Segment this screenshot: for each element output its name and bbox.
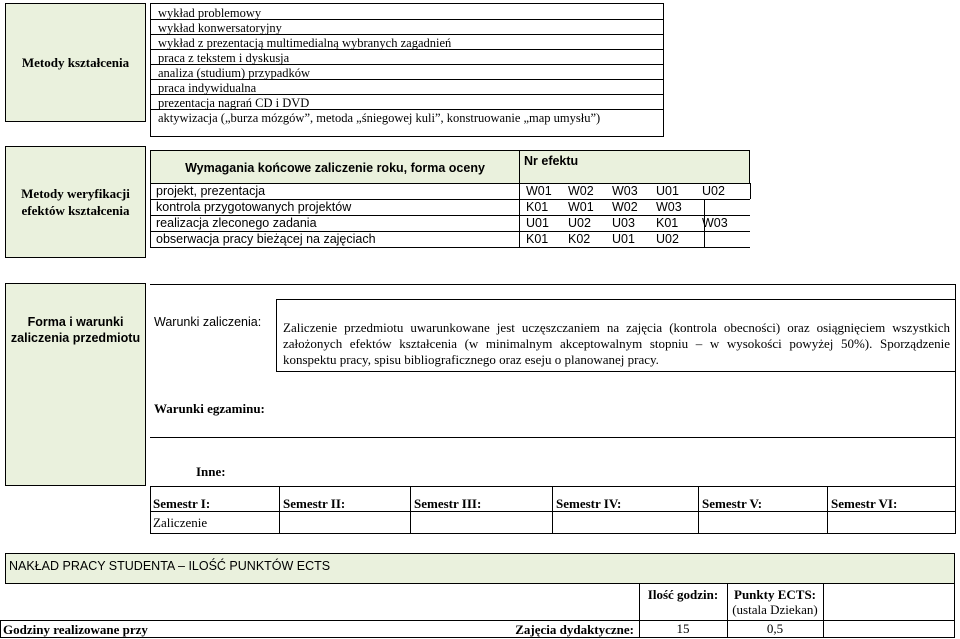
table-row-text: realizacja zleconego zadania (156, 216, 317, 230)
nr-efektu-header: Nr efektu (524, 154, 579, 168)
warunki-egzaminu-label: Warunki egzaminu: (154, 401, 265, 416)
metody-ksztalcenia-list (150, 3, 664, 137)
semestr-header: Semestr VI: (831, 496, 898, 511)
naklad-row-punkty: 0,5 (766, 621, 784, 636)
semestr-header: Semestr IV: (556, 496, 622, 511)
list-item: wykład z prezentacją multimedialną wybranych zagadnień (158, 36, 452, 50)
table-row-text: projekt, prezentacja (156, 184, 266, 198)
metody-ksztalcenia-label: Metody kształcenia (5, 3, 146, 122)
naklad-col-punkty-wrap (727, 587, 823, 617)
code-cell: U02 (656, 232, 679, 246)
code-cell: U01 (612, 232, 635, 246)
naklad-col-punkty-sub: (ustala Dziekan) (732, 602, 818, 617)
semestr-header: Semestr III: (414, 496, 482, 511)
naklad-title: NAKŁAD PRACY STUDENTA – ILOŚĆ PUNKTÓW ECTS (9, 559, 331, 573)
semestr-header: Semestr II: (283, 496, 346, 511)
metody-weryfikacji-label: Metody weryfikacji efektów kształcenia (5, 146, 146, 258)
naklad-title-bar (5, 553, 955, 584)
weryfikacja-header-text: Wymagania końcowe zaliczenie roku, forma oceny (185, 161, 485, 175)
code-cell: U03 (612, 216, 635, 230)
semestr-value: Zaliczenie (153, 515, 208, 530)
naklad-row-ilosc: 15 (676, 621, 690, 636)
table-row-text: kontrola przygotowanych projektów (156, 200, 352, 214)
list-item: wykład konwersatoryjny (158, 21, 282, 35)
list-item: prezentacja nagrań CD i DVD (158, 96, 310, 110)
semestr-header: Semestr I: (153, 496, 211, 511)
code-cell: W02 (612, 200, 638, 214)
naklad-row-sublabel: Zajęcia dydaktyczne: (515, 622, 634, 637)
code-cell: K01 (526, 200, 549, 214)
code-cell: U01 (526, 216, 549, 230)
code-cell: W03 (612, 184, 638, 198)
code-cell: U02 (568, 216, 591, 230)
list-item: praca indywidualna (158, 81, 257, 95)
code-cell: W01 (568, 200, 594, 214)
list-item: analiza (studium) przypadków (158, 66, 311, 80)
list-item: praca z tekstem i dyskusja (158, 51, 290, 65)
code-cell: W03 (656, 200, 682, 214)
code-cell: K01 (656, 216, 679, 230)
warunki-zaliczenia-text: Zaliczenie przedmiotu uwarunkowane jest uczęszczaniem na zajęcia (kontrola obecności) oraz osiągnięciem wszystkich założonych efektów kształcenia (w minimalnym akceptowalnym stopniu – w wysokości powyżej 50%). Sporządzenie konspektu pracy, spisu bibliograficznego oraz eseju o planowanej pracy. (283, 320, 950, 367)
warunki-zaliczenia-label: Warunki zaliczenia: (154, 315, 262, 329)
list-item: aktywizacja („burza mózgów”, metoda „śniegowej kuli”, konstruowanie „map umysłu”) (158, 111, 601, 125)
code-cell: K01 (526, 232, 549, 246)
naklad-row-label: Godziny realizowane przy (3, 622, 148, 637)
warunki-zaliczenia-text-box (276, 299, 956, 372)
weryfikacja-header-left (150, 150, 520, 184)
weryfikacja-header-right (519, 150, 750, 184)
code-cell: W02 (568, 184, 594, 198)
code-cell: K02 (568, 232, 591, 246)
naklad-col-punkty: Punkty ECTS: (734, 587, 816, 602)
code-cell: W03 (702, 216, 728, 230)
list-item: wykład problemowy (158, 6, 262, 20)
code-cell: U02 (702, 184, 725, 198)
code-cell: W01 (526, 184, 552, 198)
forma-zaliczenia-label: Forma i warunki zaliczenia przedmiotu (5, 283, 146, 486)
semestr-header: Semestr V: (702, 496, 763, 511)
inne-label: Inne: (196, 464, 226, 479)
table-row-text: obserwacja pracy bieżącej na zajęciach (156, 232, 376, 246)
naklad-col-ilosc: Ilość godzin: (647, 587, 719, 602)
code-cell: U01 (656, 184, 679, 198)
